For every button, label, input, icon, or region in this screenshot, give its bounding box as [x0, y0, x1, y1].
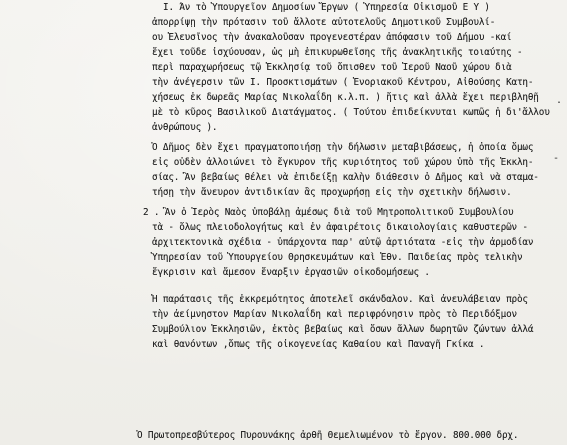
section-1-line-4: ἔχει τοῦδε ἰσχύουσαν, ὡς μὴ ἐπικυρωθεῖσης τῆς ἀνακλητικῆς τοιαύτης -	[152, 47, 523, 58]
section-1-line-1: Ι. Άν τὸ Ὑπουργεῖον Δημοσίων Ἔργων ( Ὑπηρεσία Οἰκισμοῦ Ε Υ )	[163, 2, 490, 13]
section-2-line-1: 2 . Ἂν ὁ Ἱερὸς Ναὸς ὑποβάλῃ ἀμέσως διὰ τοῦ Μητροπολιτικοῦ Συμβουλίου	[143, 207, 514, 218]
paragraph-2-line-4: τήσῃ τὴν ἄνευρον ἀντιδικίαν ἂς προχωρήσῃ εἰς τὴν σχετικὴν δήλωσιν.	[152, 187, 512, 198]
section-2-line-5: ἔγκρισιν καὶ ἄμεσον ἔναρξιν ἐργασιῶν οἰκοδομήσεως .	[152, 267, 430, 278]
section-1-line-8: μὲ τὸ κῦρος Βασιλικοῦ Διατάγματος. ( Τούτου ἐπιδείκνυται κωπῶς ἡ δι'ἄλλου	[152, 107, 550, 118]
section-2-line-4: Ὑπηρεσίαν τοῦ Ὑπουργείου Θρησκευμάτων καὶ Ἐθν. Παιδείας πρὸς τελικὴν	[152, 252, 523, 263]
section-1-line-9: ἀνθρώπους ).	[152, 122, 218, 133]
page-edge-mark: .	[556, 95, 562, 106]
section-1-line-6: τὴν ἀνέγερσιν τῶν Ι. Προσκτισμάτων ( Ἐνοριακοῦ Κέντρου, Αἰθούσης Κατη-	[152, 77, 534, 88]
paragraph-2-line-1: Ὁ Δῆμος δὲν ἔχει πραγματοποιήσῃ τὴν δήλωσιν μεταβιβάσεως, ἡ ὁποία ὅμως	[152, 142, 534, 153]
section-1-line-5: περὶ παραχωρήσεως τῷ Ἐκκλησίᾳ τοῦ ὄπισθεν τοῦ Ἱεροῦ Ναοῦ χώρου διὰ	[152, 62, 512, 73]
section-1-line-2: ἀπορρίψῃ τὴν πρότασιν τοῦ ἄλλοτε αὐτοτελοῦς Δημοτικοῦ Συμβουλί-	[152, 17, 496, 28]
footer-line: Ὁ Πρωτοπρεσβύτερος Πυρουνάκης ἀρθῆ Θεμελιωμένον τὸ ἔργον. 800.000 δρχ.	[137, 430, 519, 441]
paragraph-3-line-2: τὴν ἀείμνηστον Μαρίαν Νικολαΐδη καὶ περιφρόνησιν πρὸς τὸ Περιδόξμον	[152, 309, 517, 320]
paragraph-3-line-4: καὶ θανόντων ,ὅπως τῆς οἰκογενείας Καθαίου καὶ Παναγῆ Γκίκα .	[152, 339, 485, 350]
paragraph-3-line-1: Ἡ παράτασις τῆς ἐκκρεμότητος ἀποτελεῖ σκάνδαλον. Καὶ ἀνευλάβειαν πρὸς	[152, 294, 528, 305]
section-1-line-7: χήσεως ἐκ δωρεᾶς Μαρίας Νικολαΐδη κ.λ.π. ) ἥτις καὶ ἀλλὰ ἔχει περιβληθῇ	[152, 92, 539, 103]
paragraph-3-line-3: Συμβούλιον Ἐκκλησιῶν, ἐκτὸς βεβαίως καὶ ὅσων ἄλλων δωρητῶν ζώντων ἀλλά	[152, 324, 534, 335]
paragraph-2-line-2: εἰς οὐδὲν ἀλλοιώνει τὸ ἔγκυρον τῆς κυριότητος τοῦ χώρου ὑπὸ τῆς Ἐκκλη-	[152, 157, 534, 168]
section-1-line-3: ου Ἐλευσῖνος τὴν ἀνακαλοῦσαν προγενεστέραν ἀπόφασιν τοῦ Δήμου -καί	[152, 32, 512, 43]
section-2-line-2: τὰ - ὅλως πλειοδολογήτως καὶ ἐν ἀφαιρέτοις δικαιολογίαις καθυστερῶν -	[152, 222, 528, 233]
paragraph-2-line-3: σίας. Ἂν βεβαίως θέλει νὰ ἐπιδείξῃ καλὴν διάθεσιν ὁ Δῆμος καὶ νὰ σταμα-	[152, 172, 539, 183]
section-2-line-3: ἀρχιτεκτονικὰ σχέδια - ὑπάρχοντα παρ' αὐτῷ ἀρτιότατα -εἰς τὴν ἁρμοδίαν	[152, 237, 534, 248]
page-edge-mark: -	[553, 153, 559, 164]
